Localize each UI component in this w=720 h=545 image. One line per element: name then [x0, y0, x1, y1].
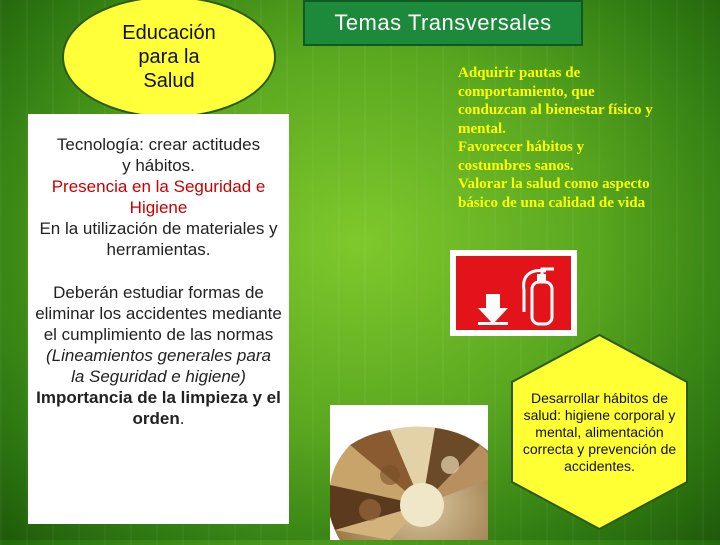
- objective-line-3: conduzcan al bienestar físico y: [458, 102, 653, 118]
- cleanliness-period: .: [179, 409, 185, 428]
- accidents-paragraph: [28, 282, 289, 429]
- materials-text: En la utilización de materiales y herramientas.: [39, 219, 278, 259]
- objectives-text: [458, 64, 703, 212]
- page-title-text: Temas Transversales: [334, 10, 552, 35]
- objective-line-8: básico de una calidad de vida: [458, 194, 646, 211]
- objective-line-4: mental.: [458, 120, 506, 137]
- hexagon-period: .: [631, 457, 635, 474]
- page-title: [303, 0, 583, 46]
- left-text-panel: [28, 114, 289, 524]
- objective-line-5: Favorecer hábitos y: [458, 139, 585, 155]
- accidents-text: Deberán estudiar formas de eliminar los accidentes mediante el cumplimiento de las normas: [35, 283, 282, 344]
- technology-text: Tecnología: crear actitudes y hábitos.: [56, 135, 261, 175]
- objective-line-2: comportamiento, que: [458, 83, 595, 100]
- objective-line-6: costumbres sanos.: [458, 157, 574, 174]
- grains-and-legumes-image: [330, 405, 488, 540]
- bubble-line-2: para la: [138, 46, 200, 68]
- bubble-line-3: Salud: [143, 70, 195, 92]
- health-habits-hexagon: [508, 332, 691, 532]
- cleanliness-text: Importancia de la limpieza y el orden: [36, 388, 281, 428]
- safety-hygiene-text: Presencia en la Seguridad e Higiene: [51, 177, 266, 217]
- objective-line-7: Valorar la salud como aspecto: [458, 176, 650, 192]
- guidelines-text: (Lineamientos generales para la Seguridad e higiene): [46, 346, 271, 386]
- topic-bubble: [62, 0, 276, 118]
- fire-extinguisher-sign-icon: [450, 250, 577, 336]
- technology-paragraph: [28, 134, 289, 260]
- hexagon-text: Desarrollar hábitos de salud: higiene corporal y mental, alimentación correcta y prevención de accidentes: [522, 389, 677, 474]
- bubble-line-1: Educación: [122, 22, 216, 44]
- objective-line-1: Adquirir pautas de: [458, 65, 581, 81]
